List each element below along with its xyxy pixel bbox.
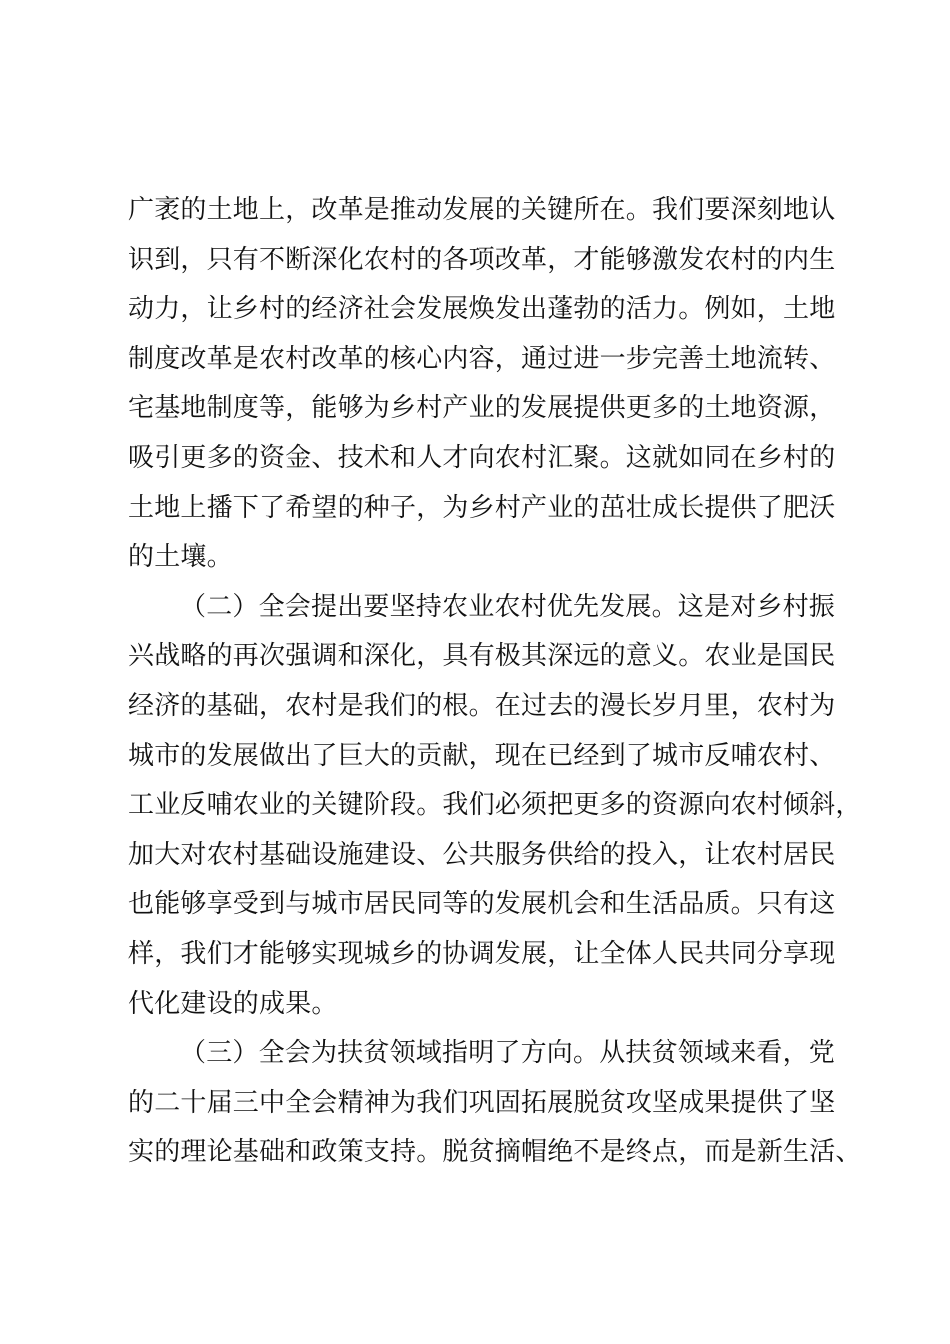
text-line: 也能够享受到与城市居民同等的发展机会和生活品质。只有这 bbox=[128, 889, 836, 920]
text-line: 土地上播下了希望的种子，为乡村产业的茁壮成长提供了肥沃 bbox=[128, 492, 836, 523]
text-line: 样，我们才能够实现城乡的协调发展，让全体人民共同分享现 bbox=[128, 938, 836, 969]
text-line: 动力，让乡村的经济社会发展焕发出蓬勃的活力。例如，土地 bbox=[128, 294, 836, 325]
text-line: 制度改革是农村改革的核心内容，通过进一步完善土地流转、 bbox=[128, 343, 836, 374]
text-line: 吸引更多的资金、技术和人才向农村汇聚。这就如同在乡村的 bbox=[128, 442, 836, 473]
section-heading-line: （三）全会为扶贫领域指明了方向。从扶贫领域来看，党 bbox=[180, 1038, 836, 1069]
text-line: 广袤的土地上，改革是推动发展的关键所在。我们要深刻地认 bbox=[128, 195, 836, 225]
text-line: 实的理论基础和政策支持。脱贫摘帽绝不是终点，而是新生活、 bbox=[128, 1137, 862, 1168]
text-line: 工业反哺农业的关键阶段。我们必须把更多的资源向农村倾斜， bbox=[128, 790, 862, 821]
body-text bbox=[128, 186, 862, 1178]
text-line: 识到，只有不断深化农村的各项改革，才能够激发农村的内生 bbox=[128, 244, 836, 275]
text-line: 城市的发展做出了巨大的贡献，现在已经到了城市反哺农村、 bbox=[128, 740, 836, 771]
text-line: 宅基地制度等，能够为乡村产业的发展提供更多的土地资源， bbox=[128, 393, 836, 424]
text-line: 加大对农村基础设施建设、公共服务供给的投入，让农村居民 bbox=[128, 839, 836, 870]
text-line: 代化建设的成果。 bbox=[128, 988, 338, 1019]
text-line: 经济的基础，农村是我们的根。在过去的漫长岁月里，农村为 bbox=[128, 690, 836, 721]
text-line: 的土壤。 bbox=[128, 542, 233, 573]
text-line: 的二十届三中全会精神为我们巩固拓展脱贫攻坚成果提供了坚 bbox=[128, 1087, 836, 1118]
text-line: 兴战略的再次强调和深化，具有极其深远的意义。农业是国民 bbox=[128, 641, 836, 672]
section-heading-line: （二）全会提出要坚持农业农村优先发展。这是对乡村振 bbox=[180, 591, 836, 622]
